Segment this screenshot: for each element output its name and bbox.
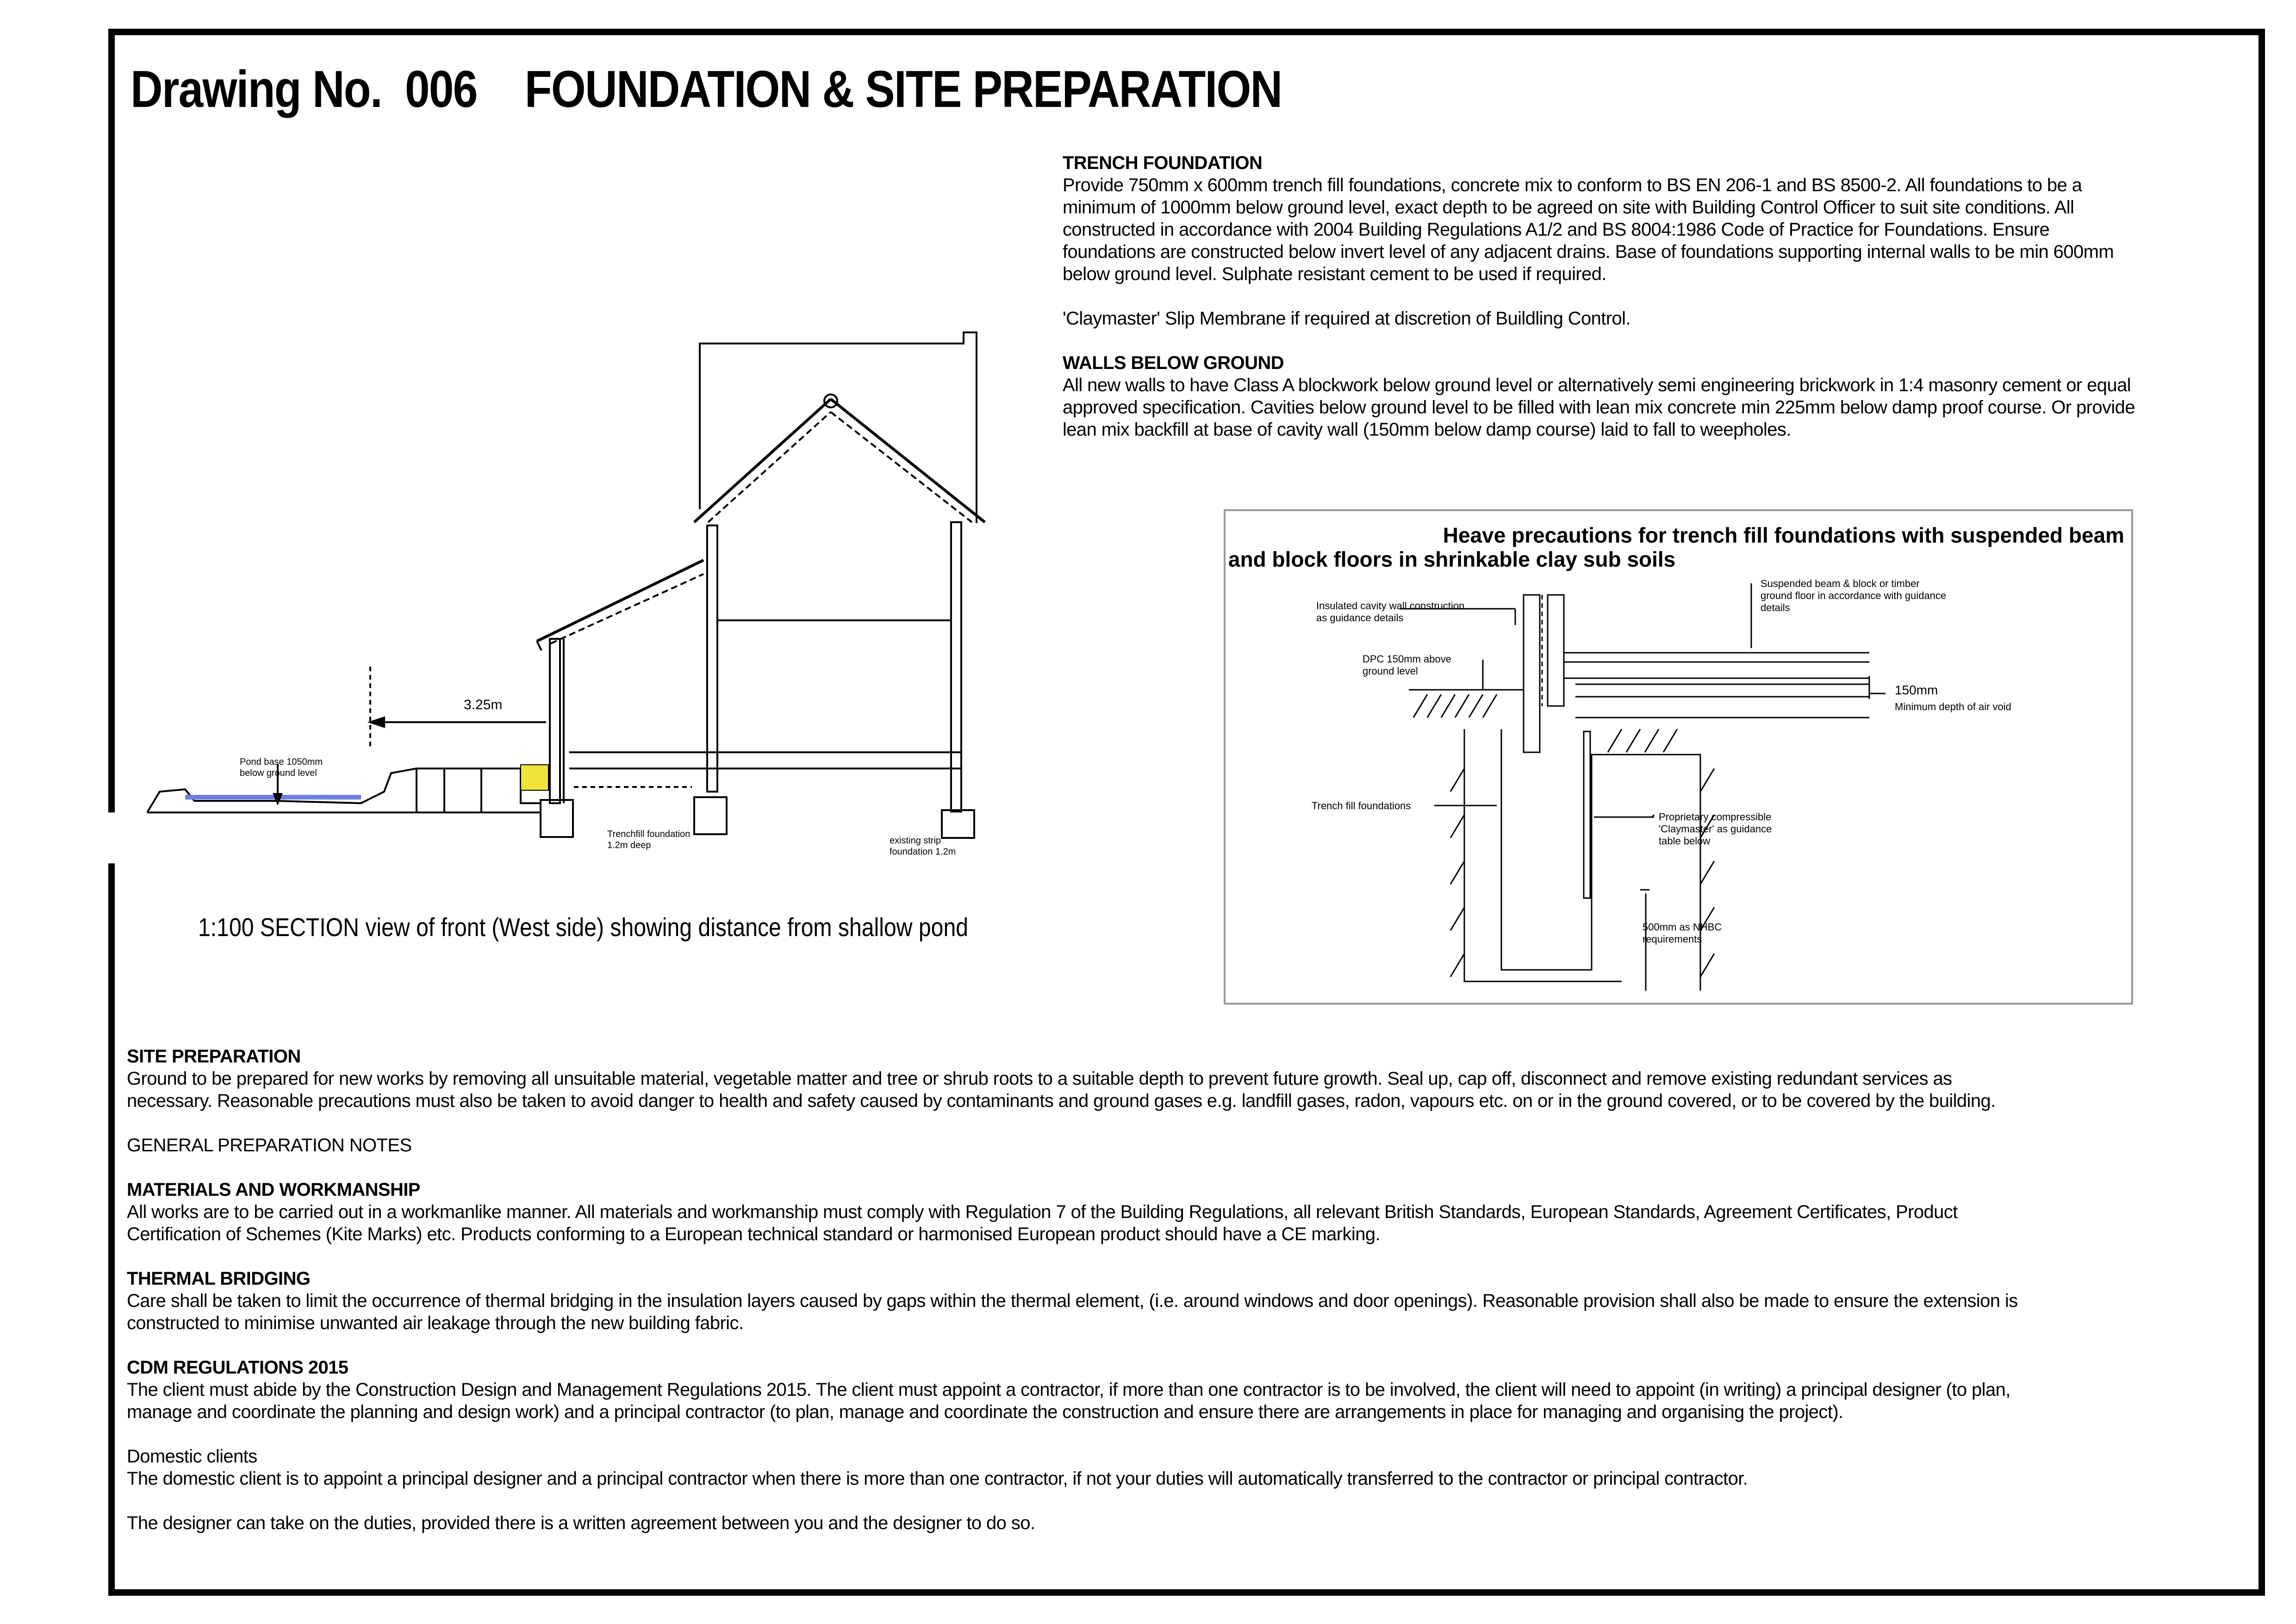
text-line: constructed in accordance with 2004 Building Regulations A1/2 and BS 8004:1986 Code of Practice for Foundations. Ensure xyxy=(1063,219,2050,240)
text-line: The client must abide by the Construction Design and Management Regulations 2015. The client must appoint a contractor, if more than one contractor is to be involved, the client will need to appoint (in writing) a principal designer (to plan, xyxy=(127,1380,2010,1400)
cdm-heading: CDM REGULATIONS 2015 xyxy=(127,1357,348,1378)
section-caption: 1:100 SECTION view of front (West side) showing distance from shallow pond xyxy=(198,912,969,942)
detail-label: Proprietary compressible xyxy=(1659,811,1772,823)
detail-label: 'Claymaster' as guidance xyxy=(1659,823,1772,835)
text-line: foundations are constructed below invert level of any adjacent drains. Base of foundations supporting internal walls to be min 600mm xyxy=(1063,242,2114,262)
trench-label: 1.2m deep xyxy=(607,840,651,850)
detail-label: requirements xyxy=(1643,933,1702,945)
pond-label: Pond base 1050mm xyxy=(240,757,323,767)
strip-label: foundation 1.2m xyxy=(890,847,956,857)
detail-label: ground level xyxy=(1363,665,1418,677)
drawing-number: 006 xyxy=(405,60,477,118)
detail-label: ground floor in accordance with guidance xyxy=(1761,590,1947,601)
drawing-name: FOUNDATION & SITE PREPARATION xyxy=(524,60,1282,118)
text-line: The designer can take on the duties, provided there is a written agreement between you and the designer to do so. xyxy=(127,1513,1035,1533)
text-line: Care shall be taken to limit the occurrence of thermal bridging in the insulation layers caused by gaps within the thermal element, (i.e. around windows and door openings). Reasonable provision shall also be made to ensure the extension is xyxy=(127,1291,2018,1311)
walls-below-ground-heading: WALLS BELOW GROUND xyxy=(1063,353,1284,373)
strip-foundation xyxy=(942,810,974,838)
domestic-heading: Domestic clients xyxy=(127,1446,257,1467)
materials-heading: MATERIALS AND WORKMANSHIP xyxy=(127,1180,420,1200)
detail-label: Minimum depth of air void xyxy=(1895,701,2011,712)
text-line: lean mix backfill at base of cavity wall (150mm below damp course) laid to fall to weepholes. xyxy=(1063,419,1791,440)
text-line: Ground to be prepared for new works by removing all unsuitable material, vegetable matter and tree or shrub roots to a suitable depth to prevent future growth. Seal up, cap off, disconnect and remove existing redundant services as xyxy=(127,1068,1952,1089)
trench-foundation-heading: TRENCH FOUNDATION xyxy=(1063,153,1263,173)
trench-foundation xyxy=(541,800,573,837)
detail-label: 500mm as NHBC xyxy=(1643,921,1722,933)
internal-foundation xyxy=(694,797,727,834)
detail-label: table below xyxy=(1659,835,1711,847)
text-line: approved specification. Cavities below ground level to be filled with lean mix concrete min 225mm below damp proof course. Or provide xyxy=(1063,397,2135,418)
text-line: Provide 750mm x 600mm trench fill foundations, concrete mix to conform to BS EN 206-1 and BS 8500-2. All foundations to be a xyxy=(1063,175,2082,195)
heave-detail xyxy=(1224,509,2133,1005)
general-notes: GENERAL PREPARATION NOTES xyxy=(127,1135,412,1156)
detail-label: Insulated cavity wall construction xyxy=(1316,600,1465,612)
membrane-note: 'Claymaster' Slip Membrane if required at discretion of Buildling Control. xyxy=(1063,308,1630,329)
text-line: constructed to minimise unwanted air leakage through the new building fabric. xyxy=(127,1313,744,1333)
distance-label: 3.25m xyxy=(464,697,503,712)
thermal-heading: THERMAL BRIDGING xyxy=(127,1268,311,1289)
detail-label: 150mm xyxy=(1895,683,1938,697)
detail-title: and block floors in shrinkable clay sub soils xyxy=(1228,547,1676,571)
text-line: manage and coordinate the planning and design work) and a principal contractor (to plan, manage and coordinate the construction and ensure there are arrangements in place for managing and organising the project). xyxy=(127,1402,1843,1422)
pond-label: below ground level xyxy=(240,768,317,778)
detail-label: details xyxy=(1761,602,1790,613)
trench-foundation-block xyxy=(1063,152,2220,441)
lower-notes xyxy=(127,1045,2246,1534)
strip-label: existing strip xyxy=(890,836,941,846)
text-line: All new walls to have Class A blockwork below ground level or alternatively semi engineering brickwork in 1:4 masonry cement or equal xyxy=(1063,375,2131,395)
section-drawing xyxy=(0,0,1064,903)
detail-label: Trench fill foundations xyxy=(1312,800,1411,812)
detail-label: DPC 150mm above xyxy=(1363,653,1451,665)
highlight-block xyxy=(521,765,548,790)
drawing-label: Drawing No. xyxy=(131,60,382,118)
trench-label: Trenchfill foundation xyxy=(607,829,691,839)
site-preparation-heading: SITE PREPARATION xyxy=(127,1046,301,1067)
text-line: The domestic client is to appoint a principal designer and a principal contractor when there is more than one contractor, if not your duties will automatically transferred to the contractor or principal contractor. xyxy=(127,1468,1748,1489)
text-line: below ground level. Sulphate resistant cement to be used if required. xyxy=(1063,264,1606,284)
detail-title: Heave precautions for trench fill foundations with suspended beam xyxy=(1443,523,2124,547)
detail-label: Suspended beam & block or timber xyxy=(1761,578,1920,589)
text-line: minimum of 1000mm below ground level, exact depth to be agreed on site with Building Control Officer to suit site conditions. All xyxy=(1063,197,2074,218)
front-wall xyxy=(550,639,560,803)
text-line: All works are to be carried out in a workmanlike manner. All materials and workmanship must comply with Regulation 7 of the Building Regulations, all relevant British Standards, European Standards, Agreement Certificates, Product xyxy=(127,1202,1958,1222)
text-line: necessary. Reasonable precautions must also be taken to avoid danger to health and safety caused by contaminants and ground gases e.g. landfill gases, radon, vapours etc. on or in the ground covered, or to be covered by the building. xyxy=(127,1091,1996,1111)
detail-label: as guidance details xyxy=(1316,612,1404,624)
text-line: Certification of Schemes (Kite Marks) etc. Products conforming to a European technical standard or harmonised European product should have a CE marking. xyxy=(127,1224,1381,1244)
